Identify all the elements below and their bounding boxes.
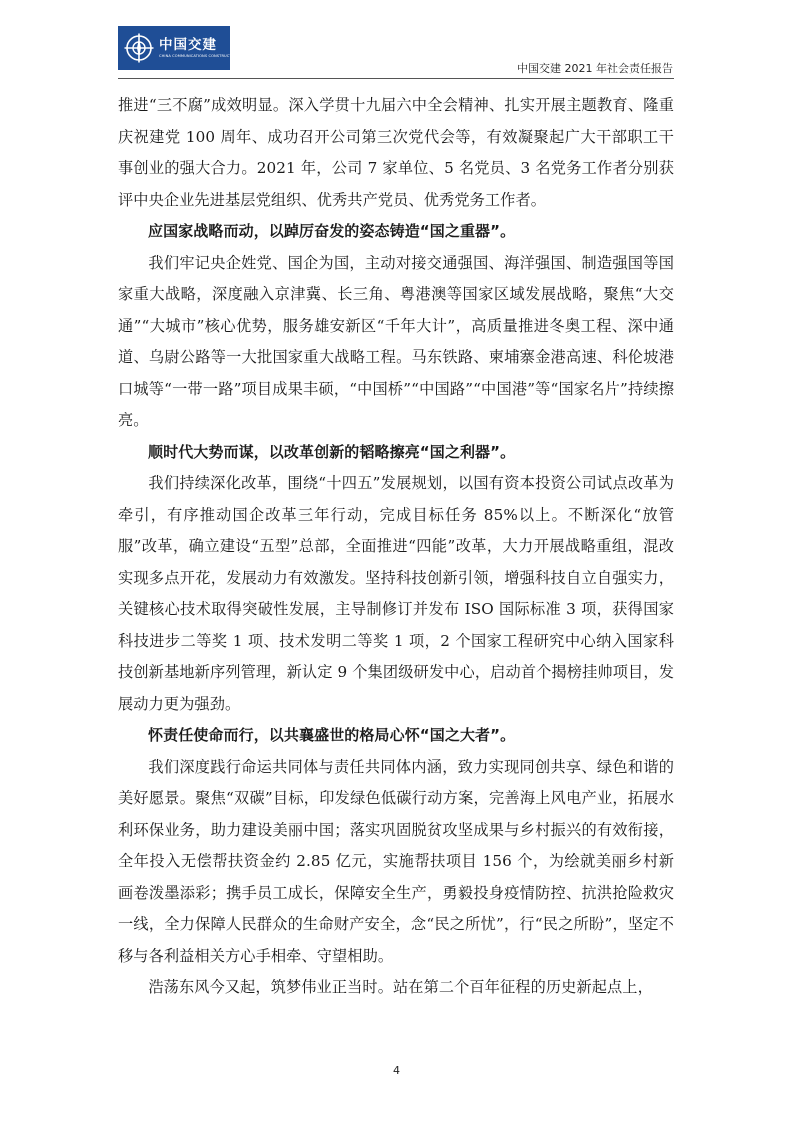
body-paragraph: 我们持续深化改革，围绕“十四五”发展规划，以国有资本投资公司试点改革为牵引，有序推动国企改革三年行动，完成目标任务 85%以上。不断深化“放管服”改革，确立建设“五型”总部，全面推进“四能”改革，大力开展战略重组，混改实现多点开花，发展动力有效激发。坚持科技创新引领，增强科技自立自强实力，关键核心技术取得突破性发展，主导制修订并发布 ISO 国际标准 3 项，获得国家科技进步二等奖 1 项、技术发明二等奖 1 项，2 个国家工程研究中心纳入国家科技创新基地新序列管理，新认定 9 个集团级研发中心，启动首个揭榜挂帅项目，发展动力更为强劲。: [118, 474, 674, 713]
ccc-compass-logo-icon: [124, 33, 154, 63]
logo-chinese-name: 中国交建: [159, 37, 217, 53]
body-paragraph: 浩荡东风今又起，筑梦伟业正当时。站在第二个百年征程的历史新起点上，: [148, 978, 653, 996]
page-number: 4: [393, 1064, 400, 1077]
header-divider: [118, 78, 674, 79]
company-logo: [118, 26, 239, 70]
body-paragraph: 我们牢记央企姓党、国企为国，主动对接交通强国、海洋强国、制造强国等国家重大战略，深度融入京津冀、长三角、粤港澳等国家区域发展战略，聚焦“大交通”“大城市”核心优势，服务雄安新区“千年大计”，高质量推进冬奥工程、深中通道、乌尉公路等一大批国家重大战略工程。马东铁路、柬埔寨金港高速、科伦坡港口城等“一带一路”项目成果丰硕，“中国桥”“中国路”“中国港”等“国家名片”持续擦亮。: [118, 253, 674, 429]
section-heading: 怀责任使命而行，以共襄盛世的格局心怀“国之大者”。: [148, 726, 516, 744]
section-heading: 顺时代大势而谋，以改革创新的韬略擦亮“国之利器”。: [148, 442, 516, 461]
report-title: 中国交建 2021 年社会责任报告: [517, 62, 673, 75]
page-body: [118, 90, 674, 1004]
body-paragraph: 推进“三不腐”成效明显。深入学贯十九届六中全会精神、扎实开展主题教育、隆重庆祝建党 100 周年、成功召开公司第三次党代会等，有效凝聚起广大干部职工干事创业的强大合力。2021 年，公司 7 家单位、5 名党员、3 名党务工作者分别获评中央企业先进基层党组织、优秀共产党员、优秀党务工作者。: [118, 96, 674, 209]
logo-english-name: CHINA COMMUNICATIONS CONSTRUCTION: [159, 54, 239, 58]
logo-text: [159, 37, 239, 59]
body-paragraph: 我们深度践行命运共同体与责任共同体内涵，致力实现同创共享、绿色和谐的美好愿景。聚焦“双碳”目标，印发绿色低碳行动方案，完善海上风电产业，拓展水利环保业务，助力建设美丽中国；落实巩固脱贫攻坚成果与乡村振兴的有效衔接，全年投入无偿帮扶资金约 2.85 亿元，实施帮扶项目 156 个，为绘就美丽乡村新画卷泼墨添彩；携手员工成长，保障安全生产，勇毅投身疫情防控、抗洪抢险救灾一线，全力保障人民群众的生命财产安全，念“民之所忧”，行“民之所盼”，坚定不移与各利益相关方心手相牵、守望相助。: [118, 757, 674, 965]
section-heading: 应国家战略而动，以踔厉奋发的姿态铸造“国之重器”。: [148, 222, 516, 240]
